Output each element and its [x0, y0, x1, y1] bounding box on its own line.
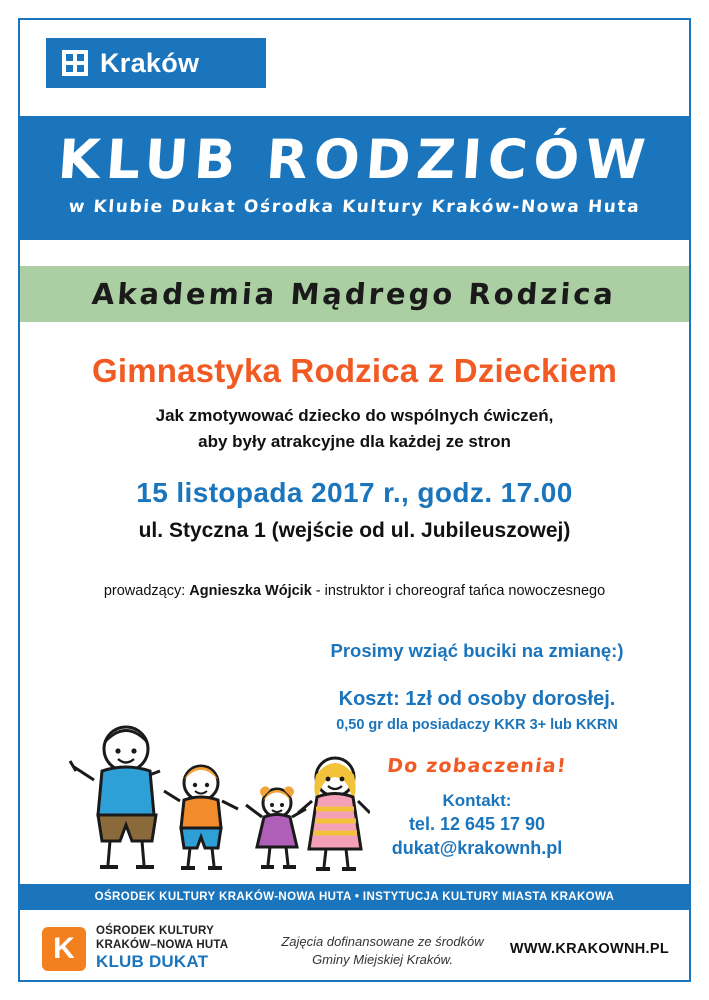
shoes-note: Prosimy wziąć buciki na zmianę:): [330, 640, 624, 661]
funding-note-line1: Zajęcia dofinansowane ze środków: [281, 934, 484, 949]
footer-logo-line3: KLUB DUKAT: [96, 952, 209, 972]
contact-label: Kontakt:: [442, 791, 512, 810]
krakow-logo: [46, 38, 266, 88]
host-prefix: prowadzący:: [103, 583, 190, 599]
host-name: Agnieszka Wójcik: [189, 583, 312, 599]
club-dukat-logo: [42, 925, 228, 972]
cost-discount-note: 0,50 gr dla posiadaczy KKR 3+ lub KKRN: [336, 717, 618, 733]
footer-logo-line2: KRAKÓW–NOWA HUTA: [96, 938, 229, 951]
family-illustration: [40, 705, 370, 885]
institution-bar: OŚRODEK KULTURY KRAKÓW-NOWA HUTA • INSTYTUCJA KULTURY MIASTA KRAKOWA: [20, 884, 689, 910]
figure-father: [70, 727, 160, 867]
figure-girl: [246, 786, 306, 867]
series-title: Akademia Mądrego Rodzica: [91, 277, 618, 311]
funding-note: [275, 933, 490, 969]
website-url[interactable]: WWW.KRAKOWNH.PL: [509, 941, 669, 957]
contact-phone: tel. 12 645 17 90: [408, 814, 546, 834]
figure-boy: [164, 766, 238, 868]
figure-mother: [298, 758, 370, 869]
event-address: ul. Styczna 1 (wejście od ul. Jubileuszowej): [138, 519, 571, 542]
k-letter-icon: K: [42, 927, 86, 971]
event-host: [0, 583, 709, 599]
series-band: [20, 266, 689, 322]
krakow-grid-icon: [62, 50, 88, 76]
krakow-logo-label: Kraków: [100, 47, 200, 78]
event-headline: Gimnastyka Rodzica z Dzieckiem: [91, 352, 618, 389]
poster-title: KLUB RODZICÓW: [55, 128, 654, 191]
footer-logo-line1: OŚRODEK KULTURY: [96, 925, 214, 937]
see-you-note: Do zobaczenia!: [386, 755, 568, 777]
event-subhead: [0, 403, 709, 456]
poster-subtitle: w Klubie Dukat Ośrodka Kultury Kraków-Nowa Huta: [68, 196, 641, 217]
funding-note-line2: Gminy Miejskiej Kraków.: [312, 952, 453, 968]
event-subhead-line1: Jak zmotywować dziecko do wspólnych ćwiczeń,: [155, 406, 554, 425]
event-subhead-line2: aby były atrakcyjne dla każdej ze stron: [198, 432, 511, 452]
host-suffix: - instruktor i choreograf tańca nowoczesnego: [311, 583, 606, 599]
event-date: 15 listopada 2017 r., godz. 17.00: [136, 477, 573, 508]
contact-email[interactable]: dukat@krakownh.pl: [391, 838, 563, 858]
cost-line: Koszt: 1zł od osoby dorosłej.: [338, 688, 616, 710]
title-band: [20, 116, 689, 240]
footer: [20, 915, 689, 980]
